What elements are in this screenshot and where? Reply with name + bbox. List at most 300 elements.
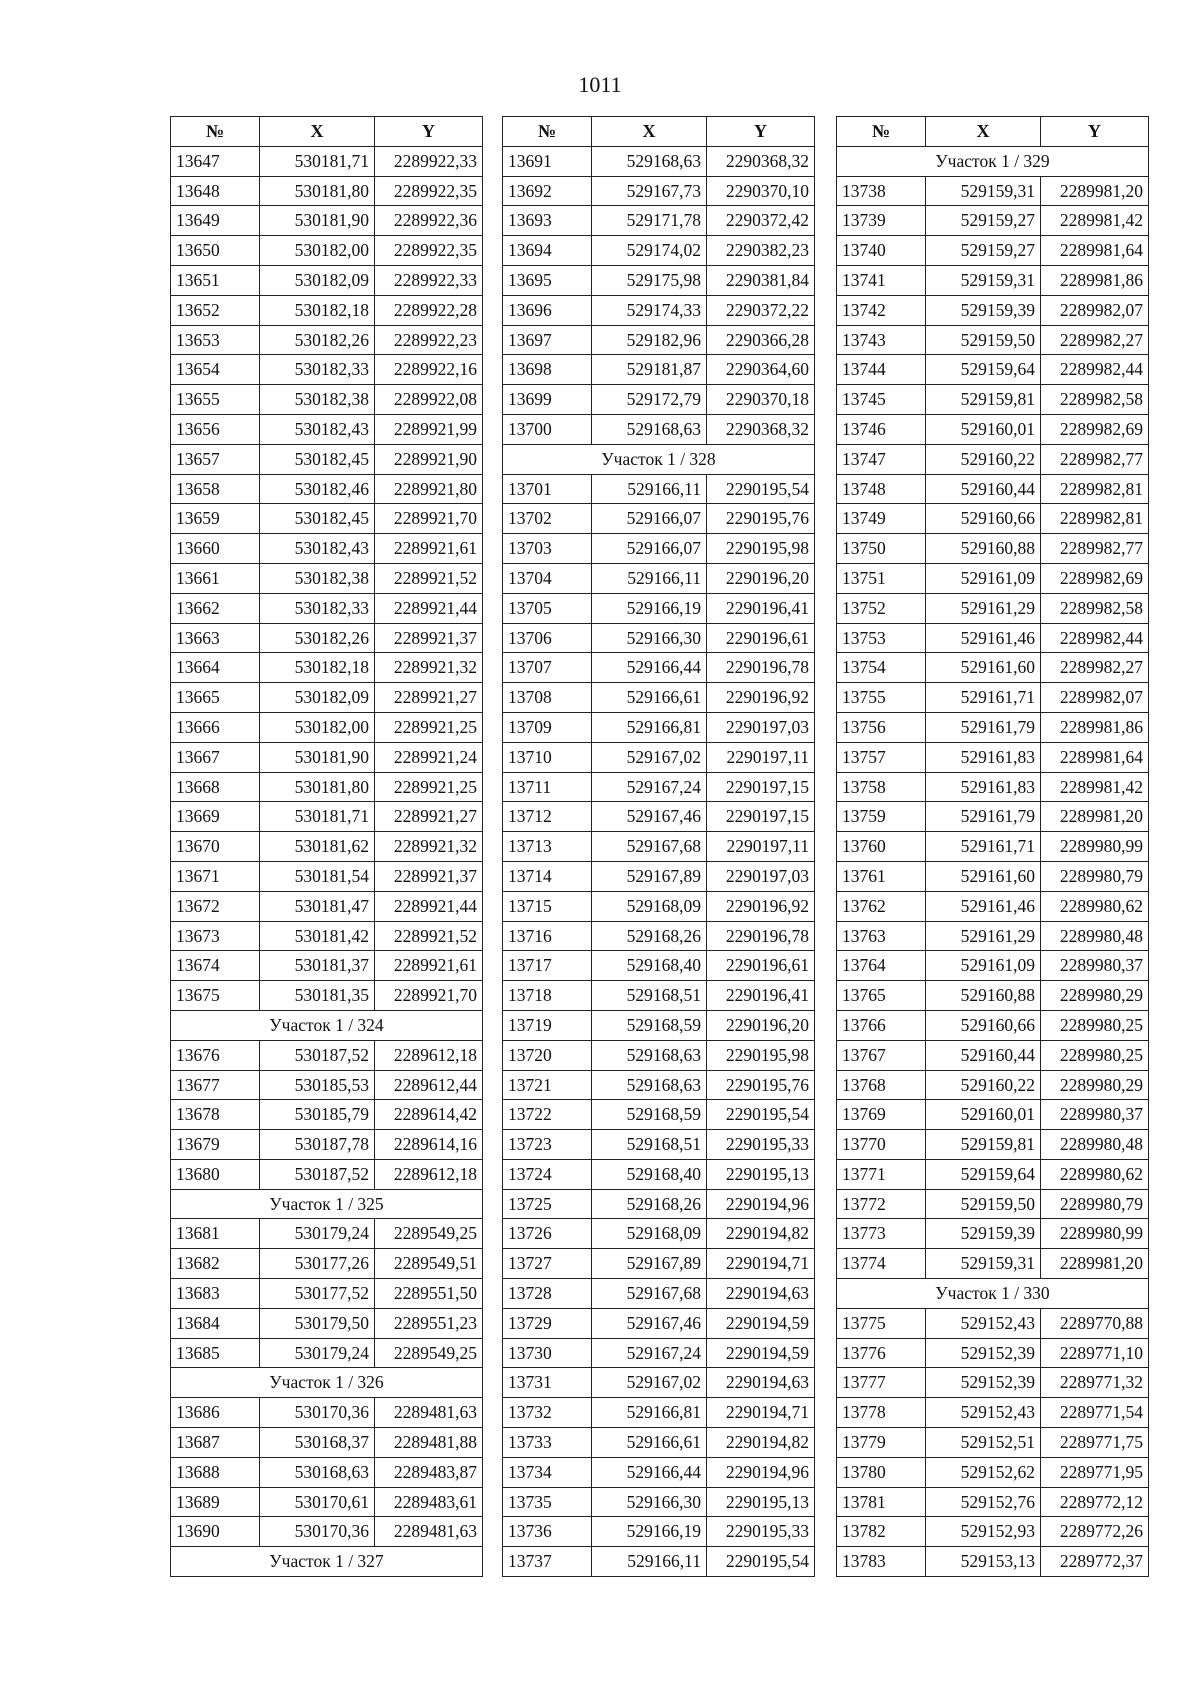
point-number-cell: 13767 (837, 1040, 926, 1070)
table-row (837, 1100, 1149, 1130)
x-coordinate-cell: 530170,61 (260, 1487, 375, 1517)
point-number-cell: 13658 (171, 474, 260, 504)
table-row (503, 265, 815, 295)
table-row (171, 802, 483, 832)
y-coordinate-cell: 2290195,33 (707, 1130, 815, 1160)
table-row (837, 265, 1149, 295)
y-coordinate-cell: 2290196,92 (707, 891, 815, 921)
x-coordinate-cell: 529160,66 (926, 504, 1041, 534)
point-number-cell: 13708 (503, 683, 592, 713)
y-coordinate-cell: 2289980,37 (1041, 951, 1149, 981)
y-coordinate-cell: 2289614,16 (375, 1130, 483, 1160)
y-coordinate-cell: 2290197,11 (707, 742, 815, 772)
x-coordinate-cell: 529168,63 (592, 414, 707, 444)
point-number-cell: 13697 (503, 325, 592, 355)
x-coordinate-cell: 529159,27 (926, 206, 1041, 236)
y-coordinate-cell: 2289549,51 (375, 1249, 483, 1279)
table-row (837, 593, 1149, 623)
y-coordinate-cell: 2289980,48 (1041, 921, 1149, 951)
x-coordinate-cell: 529168,26 (592, 921, 707, 951)
y-coordinate-cell: 2290194,82 (707, 1219, 815, 1249)
table-row (503, 295, 815, 325)
y-coordinate-cell: 2290196,92 (707, 683, 815, 713)
point-number-cell: 13678 (171, 1100, 260, 1130)
section-row (503, 444, 815, 474)
y-coordinate-cell: 2290194,71 (707, 1249, 815, 1279)
y-coordinate-cell: 2289981,86 (1041, 712, 1149, 742)
y-coordinate-cell: 2290195,54 (707, 1547, 815, 1577)
x-coordinate-cell: 529166,44 (592, 653, 707, 683)
table-row (171, 1457, 483, 1487)
y-coordinate-cell: 2289921,44 (375, 593, 483, 623)
point-number-cell: 13706 (503, 623, 592, 653)
y-coordinate-cell: 2290194,96 (707, 1457, 815, 1487)
table-row (837, 653, 1149, 683)
point-number-cell: 13699 (503, 385, 592, 415)
table-row (171, 504, 483, 534)
x-coordinate-cell: 529166,81 (592, 1398, 707, 1428)
x-coordinate-cell: 529160,22 (926, 444, 1041, 474)
point-number-cell: 13702 (503, 504, 592, 534)
table-row (503, 921, 815, 951)
point-number-cell: 13731 (503, 1368, 592, 1398)
header-number: № (837, 117, 926, 147)
y-coordinate-cell: 2289921,32 (375, 832, 483, 862)
x-coordinate-cell: 529168,51 (592, 981, 707, 1011)
point-number-cell: 13660 (171, 534, 260, 564)
y-coordinate-cell: 2289922,36 (375, 206, 483, 236)
table-row (171, 712, 483, 742)
table-row (837, 802, 1149, 832)
table-row (503, 414, 815, 444)
x-coordinate-cell: 529168,63 (592, 1070, 707, 1100)
y-coordinate-cell: 2289771,10 (1041, 1338, 1149, 1368)
point-number-cell: 13751 (837, 563, 926, 593)
point-number-cell: 13674 (171, 951, 260, 981)
y-coordinate-cell: 2289551,23 (375, 1308, 483, 1338)
y-coordinate-cell: 2289483,87 (375, 1457, 483, 1487)
point-number-cell: 13781 (837, 1487, 926, 1517)
table-row (171, 414, 483, 444)
x-coordinate-cell: 529161,60 (926, 653, 1041, 683)
table-row (171, 951, 483, 981)
y-coordinate-cell: 2289982,69 (1041, 563, 1149, 593)
x-coordinate-cell: 530168,37 (260, 1428, 375, 1458)
y-coordinate-cell: 2289921,27 (375, 683, 483, 713)
table-row (503, 504, 815, 534)
table-row (503, 176, 815, 206)
y-coordinate-cell: 2290197,03 (707, 861, 815, 891)
x-coordinate-cell: 530182,00 (260, 236, 375, 266)
x-coordinate-cell: 529168,40 (592, 1159, 707, 1189)
point-number-cell: 13675 (171, 981, 260, 1011)
x-coordinate-cell: 529160,66 (926, 1010, 1041, 1040)
table-row (837, 772, 1149, 802)
table-row (503, 1070, 815, 1100)
point-number-cell: 13746 (837, 414, 926, 444)
x-coordinate-cell: 529168,09 (592, 891, 707, 921)
x-coordinate-cell: 529181,87 (592, 355, 707, 385)
point-number-cell: 13693 (503, 206, 592, 236)
table-row (837, 921, 1149, 951)
x-coordinate-cell: 530182,33 (260, 355, 375, 385)
point-number-cell: 13692 (503, 176, 592, 206)
y-coordinate-cell: 2290195,76 (707, 504, 815, 534)
x-coordinate-cell: 529168,63 (592, 1040, 707, 1070)
table-row (503, 891, 815, 921)
x-coordinate-cell: 529159,50 (926, 325, 1041, 355)
table-row (171, 1338, 483, 1368)
point-number-cell: 13716 (503, 921, 592, 951)
point-number-cell: 13704 (503, 563, 592, 593)
y-coordinate-cell: 2289612,18 (375, 1040, 483, 1070)
section-title: Участок 1 / 330 (837, 1279, 1149, 1309)
y-coordinate-cell: 2290194,59 (707, 1308, 815, 1338)
y-coordinate-cell: 2289921,99 (375, 414, 483, 444)
table-row (837, 832, 1149, 862)
point-number-cell: 13727 (503, 1249, 592, 1279)
table-row (503, 1457, 815, 1487)
table-row (171, 444, 483, 474)
x-coordinate-cell: 530182,00 (260, 712, 375, 742)
y-coordinate-cell: 2290194,59 (707, 1338, 815, 1368)
point-number-cell: 13657 (171, 444, 260, 474)
point-number-cell: 13684 (171, 1308, 260, 1338)
x-coordinate-cell: 530177,26 (260, 1249, 375, 1279)
x-coordinate-cell: 529167,89 (592, 1249, 707, 1279)
x-coordinate-cell: 530181,90 (260, 206, 375, 236)
point-number-cell: 13713 (503, 832, 592, 862)
y-coordinate-cell: 2289772,26 (1041, 1517, 1149, 1547)
x-coordinate-cell: 529161,79 (926, 802, 1041, 832)
table-row (503, 1517, 815, 1547)
table-row (503, 563, 815, 593)
table-row (171, 861, 483, 891)
point-number-cell: 13747 (837, 444, 926, 474)
x-coordinate-cell: 530182,33 (260, 593, 375, 623)
y-coordinate-cell: 2290372,22 (707, 295, 815, 325)
x-coordinate-cell: 530181,42 (260, 921, 375, 951)
table-row (503, 742, 815, 772)
y-coordinate-cell: 2289982,77 (1041, 444, 1149, 474)
table-row (503, 1189, 815, 1219)
table-row (171, 772, 483, 802)
point-number-cell: 13717 (503, 951, 592, 981)
point-number-cell: 13654 (171, 355, 260, 385)
y-coordinate-cell: 2290195,13 (707, 1487, 815, 1517)
header-y: Y (375, 117, 483, 147)
point-number-cell: 13659 (171, 504, 260, 534)
y-coordinate-cell: 2289981,64 (1041, 236, 1149, 266)
point-number-cell: 13683 (171, 1279, 260, 1309)
point-number-cell: 13743 (837, 325, 926, 355)
x-coordinate-cell: 529166,11 (592, 474, 707, 504)
y-coordinate-cell: 2290195,76 (707, 1070, 815, 1100)
x-coordinate-cell: 530181,35 (260, 981, 375, 1011)
x-coordinate-cell: 529166,30 (592, 623, 707, 653)
table-row (503, 236, 815, 266)
table-row (837, 295, 1149, 325)
point-number-cell: 13763 (837, 921, 926, 951)
table-row (171, 146, 483, 176)
point-number-cell: 13740 (837, 236, 926, 266)
table-row (171, 1487, 483, 1517)
y-coordinate-cell: 2289921,25 (375, 712, 483, 742)
y-coordinate-cell: 2290197,15 (707, 772, 815, 802)
x-coordinate-cell: 529167,73 (592, 176, 707, 206)
table-row (837, 1428, 1149, 1458)
point-number-cell: 13655 (171, 385, 260, 415)
table-row (837, 504, 1149, 534)
point-number-cell: 13656 (171, 414, 260, 444)
x-coordinate-cell: 529167,68 (592, 832, 707, 862)
x-coordinate-cell: 529161,29 (926, 593, 1041, 623)
y-coordinate-cell: 2290382,23 (707, 236, 815, 266)
table-row (837, 355, 1149, 385)
header-number: № (171, 117, 260, 147)
table-row (837, 1398, 1149, 1428)
point-number-cell: 13725 (503, 1189, 592, 1219)
y-coordinate-cell: 2289981,42 (1041, 772, 1149, 802)
y-coordinate-cell: 2289980,79 (1041, 861, 1149, 891)
point-number-cell: 13744 (837, 355, 926, 385)
x-coordinate-cell: 529168,59 (592, 1100, 707, 1130)
y-coordinate-cell: 2290196,20 (707, 563, 815, 593)
table-row (837, 1189, 1149, 1219)
point-number-cell: 13710 (503, 742, 592, 772)
y-coordinate-cell: 2289921,24 (375, 742, 483, 772)
x-coordinate-cell: 529159,64 (926, 1159, 1041, 1189)
x-coordinate-cell: 529161,83 (926, 742, 1041, 772)
y-coordinate-cell: 2290196,61 (707, 951, 815, 981)
table-row (171, 742, 483, 772)
y-coordinate-cell: 2289481,63 (375, 1398, 483, 1428)
y-coordinate-cell: 2289980,29 (1041, 981, 1149, 1011)
table-row (171, 1308, 483, 1338)
point-number-cell: 13722 (503, 1100, 592, 1130)
point-number-cell: 13738 (837, 176, 926, 206)
point-number-cell: 13715 (503, 891, 592, 921)
y-coordinate-cell: 2289980,37 (1041, 1100, 1149, 1130)
x-coordinate-cell: 529168,40 (592, 951, 707, 981)
table-row (503, 1040, 815, 1070)
section-row (171, 1189, 483, 1219)
point-number-cell: 13760 (837, 832, 926, 862)
y-coordinate-cell: 2290368,32 (707, 146, 815, 176)
point-number-cell: 13661 (171, 563, 260, 593)
x-coordinate-cell: 529159,64 (926, 355, 1041, 385)
table-row (837, 414, 1149, 444)
y-coordinate-cell: 2289772,37 (1041, 1547, 1149, 1577)
point-number-cell: 13653 (171, 325, 260, 355)
x-coordinate-cell: 530185,53 (260, 1070, 375, 1100)
y-coordinate-cell: 2289921,32 (375, 653, 483, 683)
y-coordinate-cell: 2289921,61 (375, 951, 483, 981)
x-coordinate-cell: 529168,51 (592, 1130, 707, 1160)
y-coordinate-cell: 2290195,98 (707, 534, 815, 564)
point-number-cell: 13650 (171, 236, 260, 266)
table-row (503, 385, 815, 415)
y-coordinate-cell: 2289551,50 (375, 1279, 483, 1309)
x-coordinate-cell: 530181,47 (260, 891, 375, 921)
point-number-cell: 13667 (171, 742, 260, 772)
x-coordinate-cell: 530182,38 (260, 563, 375, 593)
x-coordinate-cell: 529167,24 (592, 772, 707, 802)
y-coordinate-cell: 2289922,35 (375, 236, 483, 266)
point-number-cell: 13752 (837, 593, 926, 623)
y-coordinate-cell: 2289921,37 (375, 623, 483, 653)
table-row (503, 146, 815, 176)
table-row (837, 385, 1149, 415)
point-number-cell: 13774 (837, 1249, 926, 1279)
y-coordinate-cell: 2289981,86 (1041, 265, 1149, 295)
x-coordinate-cell: 529160,01 (926, 1100, 1041, 1130)
y-coordinate-cell: 2290195,33 (707, 1517, 815, 1547)
x-coordinate-cell: 529168,63 (592, 146, 707, 176)
table-row (837, 1308, 1149, 1338)
point-number-cell: 13756 (837, 712, 926, 742)
x-coordinate-cell: 530181,62 (260, 832, 375, 862)
x-coordinate-cell: 529152,39 (926, 1338, 1041, 1368)
table-row (503, 593, 815, 623)
table-row (503, 951, 815, 981)
table-row (837, 474, 1149, 504)
y-coordinate-cell: 2290196,41 (707, 981, 815, 1011)
header-x: X (592, 117, 707, 147)
point-number-cell: 13652 (171, 295, 260, 325)
point-number-cell: 13670 (171, 832, 260, 862)
x-coordinate-cell: 530182,18 (260, 653, 375, 683)
point-number-cell: 13734 (503, 1457, 592, 1487)
header-number: № (503, 117, 592, 147)
y-coordinate-cell: 2290197,15 (707, 802, 815, 832)
table-row (503, 772, 815, 802)
y-coordinate-cell: 2289549,25 (375, 1219, 483, 1249)
table-row (503, 474, 815, 504)
point-number-cell: 13662 (171, 593, 260, 623)
table-row (837, 683, 1149, 713)
section-row (837, 1279, 1149, 1309)
table-row (503, 861, 815, 891)
section-title: Участок 1 / 326 (171, 1368, 483, 1398)
point-number-cell: 13671 (171, 861, 260, 891)
point-number-cell: 13733 (503, 1428, 592, 1458)
y-coordinate-cell: 2289481,88 (375, 1428, 483, 1458)
y-coordinate-cell: 2289982,44 (1041, 355, 1149, 385)
y-coordinate-cell: 2289771,32 (1041, 1368, 1149, 1398)
y-coordinate-cell: 2289982,58 (1041, 593, 1149, 623)
coordinates-table-1 (170, 116, 483, 1577)
x-coordinate-cell: 530187,52 (260, 1159, 375, 1189)
x-coordinate-cell: 529161,71 (926, 832, 1041, 862)
table-row (171, 325, 483, 355)
x-coordinate-cell: 530181,54 (260, 861, 375, 891)
point-number-cell: 13724 (503, 1159, 592, 1189)
y-coordinate-cell: 2289922,16 (375, 355, 483, 385)
table-row (837, 444, 1149, 474)
point-number-cell: 13648 (171, 176, 260, 206)
y-coordinate-cell: 2289982,58 (1041, 385, 1149, 415)
table-row (171, 653, 483, 683)
section-title: Участок 1 / 325 (171, 1189, 483, 1219)
x-coordinate-cell: 530182,45 (260, 444, 375, 474)
point-number-cell: 13768 (837, 1070, 926, 1100)
y-coordinate-cell: 2290364,60 (707, 355, 815, 385)
coordinates-table-3 (836, 116, 1149, 1577)
table-row (837, 861, 1149, 891)
table-row (171, 981, 483, 1011)
x-coordinate-cell: 530181,80 (260, 176, 375, 206)
y-coordinate-cell: 2289922,33 (375, 146, 483, 176)
table-row (837, 534, 1149, 564)
x-coordinate-cell: 529167,46 (592, 802, 707, 832)
point-number-cell: 13773 (837, 1219, 926, 1249)
table-row (837, 1219, 1149, 1249)
x-coordinate-cell: 529159,39 (926, 1219, 1041, 1249)
point-number-cell: 13757 (837, 742, 926, 772)
table-row (503, 355, 815, 385)
point-number-cell: 13726 (503, 1219, 592, 1249)
table-row (837, 563, 1149, 593)
table-row (837, 236, 1149, 266)
point-number-cell: 13720 (503, 1040, 592, 1070)
table-row (171, 1279, 483, 1309)
x-coordinate-cell: 529152,43 (926, 1308, 1041, 1338)
x-coordinate-cell: 529159,31 (926, 176, 1041, 206)
section-row (171, 1547, 483, 1577)
y-coordinate-cell: 2289982,07 (1041, 683, 1149, 713)
point-number-cell: 13679 (171, 1130, 260, 1160)
table-row (171, 1249, 483, 1279)
y-coordinate-cell: 2290372,42 (707, 206, 815, 236)
table-row (837, 891, 1149, 921)
x-coordinate-cell: 530179,24 (260, 1219, 375, 1249)
y-coordinate-cell: 2289922,23 (375, 325, 483, 355)
table-row (837, 1159, 1149, 1189)
x-coordinate-cell: 530182,46 (260, 474, 375, 504)
point-number-cell: 13688 (171, 1457, 260, 1487)
table-row (837, 981, 1149, 1011)
table-row (503, 1100, 815, 1130)
x-coordinate-cell: 529167,02 (592, 742, 707, 772)
x-coordinate-cell: 529161,29 (926, 921, 1041, 951)
point-number-cell: 13687 (171, 1428, 260, 1458)
table-row (503, 653, 815, 683)
table-header-row (837, 117, 1149, 147)
y-coordinate-cell: 2290196,61 (707, 623, 815, 653)
header-y: Y (1041, 117, 1149, 147)
y-coordinate-cell: 2290381,84 (707, 265, 815, 295)
x-coordinate-cell: 529152,93 (926, 1517, 1041, 1547)
x-coordinate-cell: 529161,71 (926, 683, 1041, 713)
x-coordinate-cell: 529167,24 (592, 1338, 707, 1368)
point-number-cell: 13761 (837, 861, 926, 891)
x-coordinate-cell: 530185,79 (260, 1100, 375, 1130)
point-number-cell: 13690 (171, 1517, 260, 1547)
y-coordinate-cell: 2290195,54 (707, 474, 815, 504)
x-coordinate-cell: 529174,33 (592, 295, 707, 325)
point-number-cell: 13737 (503, 1547, 592, 1577)
point-number-cell: 13709 (503, 712, 592, 742)
x-coordinate-cell: 529152,39 (926, 1368, 1041, 1398)
point-number-cell: 13766 (837, 1010, 926, 1040)
point-number-cell: 13730 (503, 1338, 592, 1368)
table-row (503, 1219, 815, 1249)
y-coordinate-cell: 2289980,25 (1041, 1040, 1149, 1070)
x-coordinate-cell: 529166,19 (592, 593, 707, 623)
section-title: Участок 1 / 328 (503, 444, 815, 474)
table-row (171, 534, 483, 564)
